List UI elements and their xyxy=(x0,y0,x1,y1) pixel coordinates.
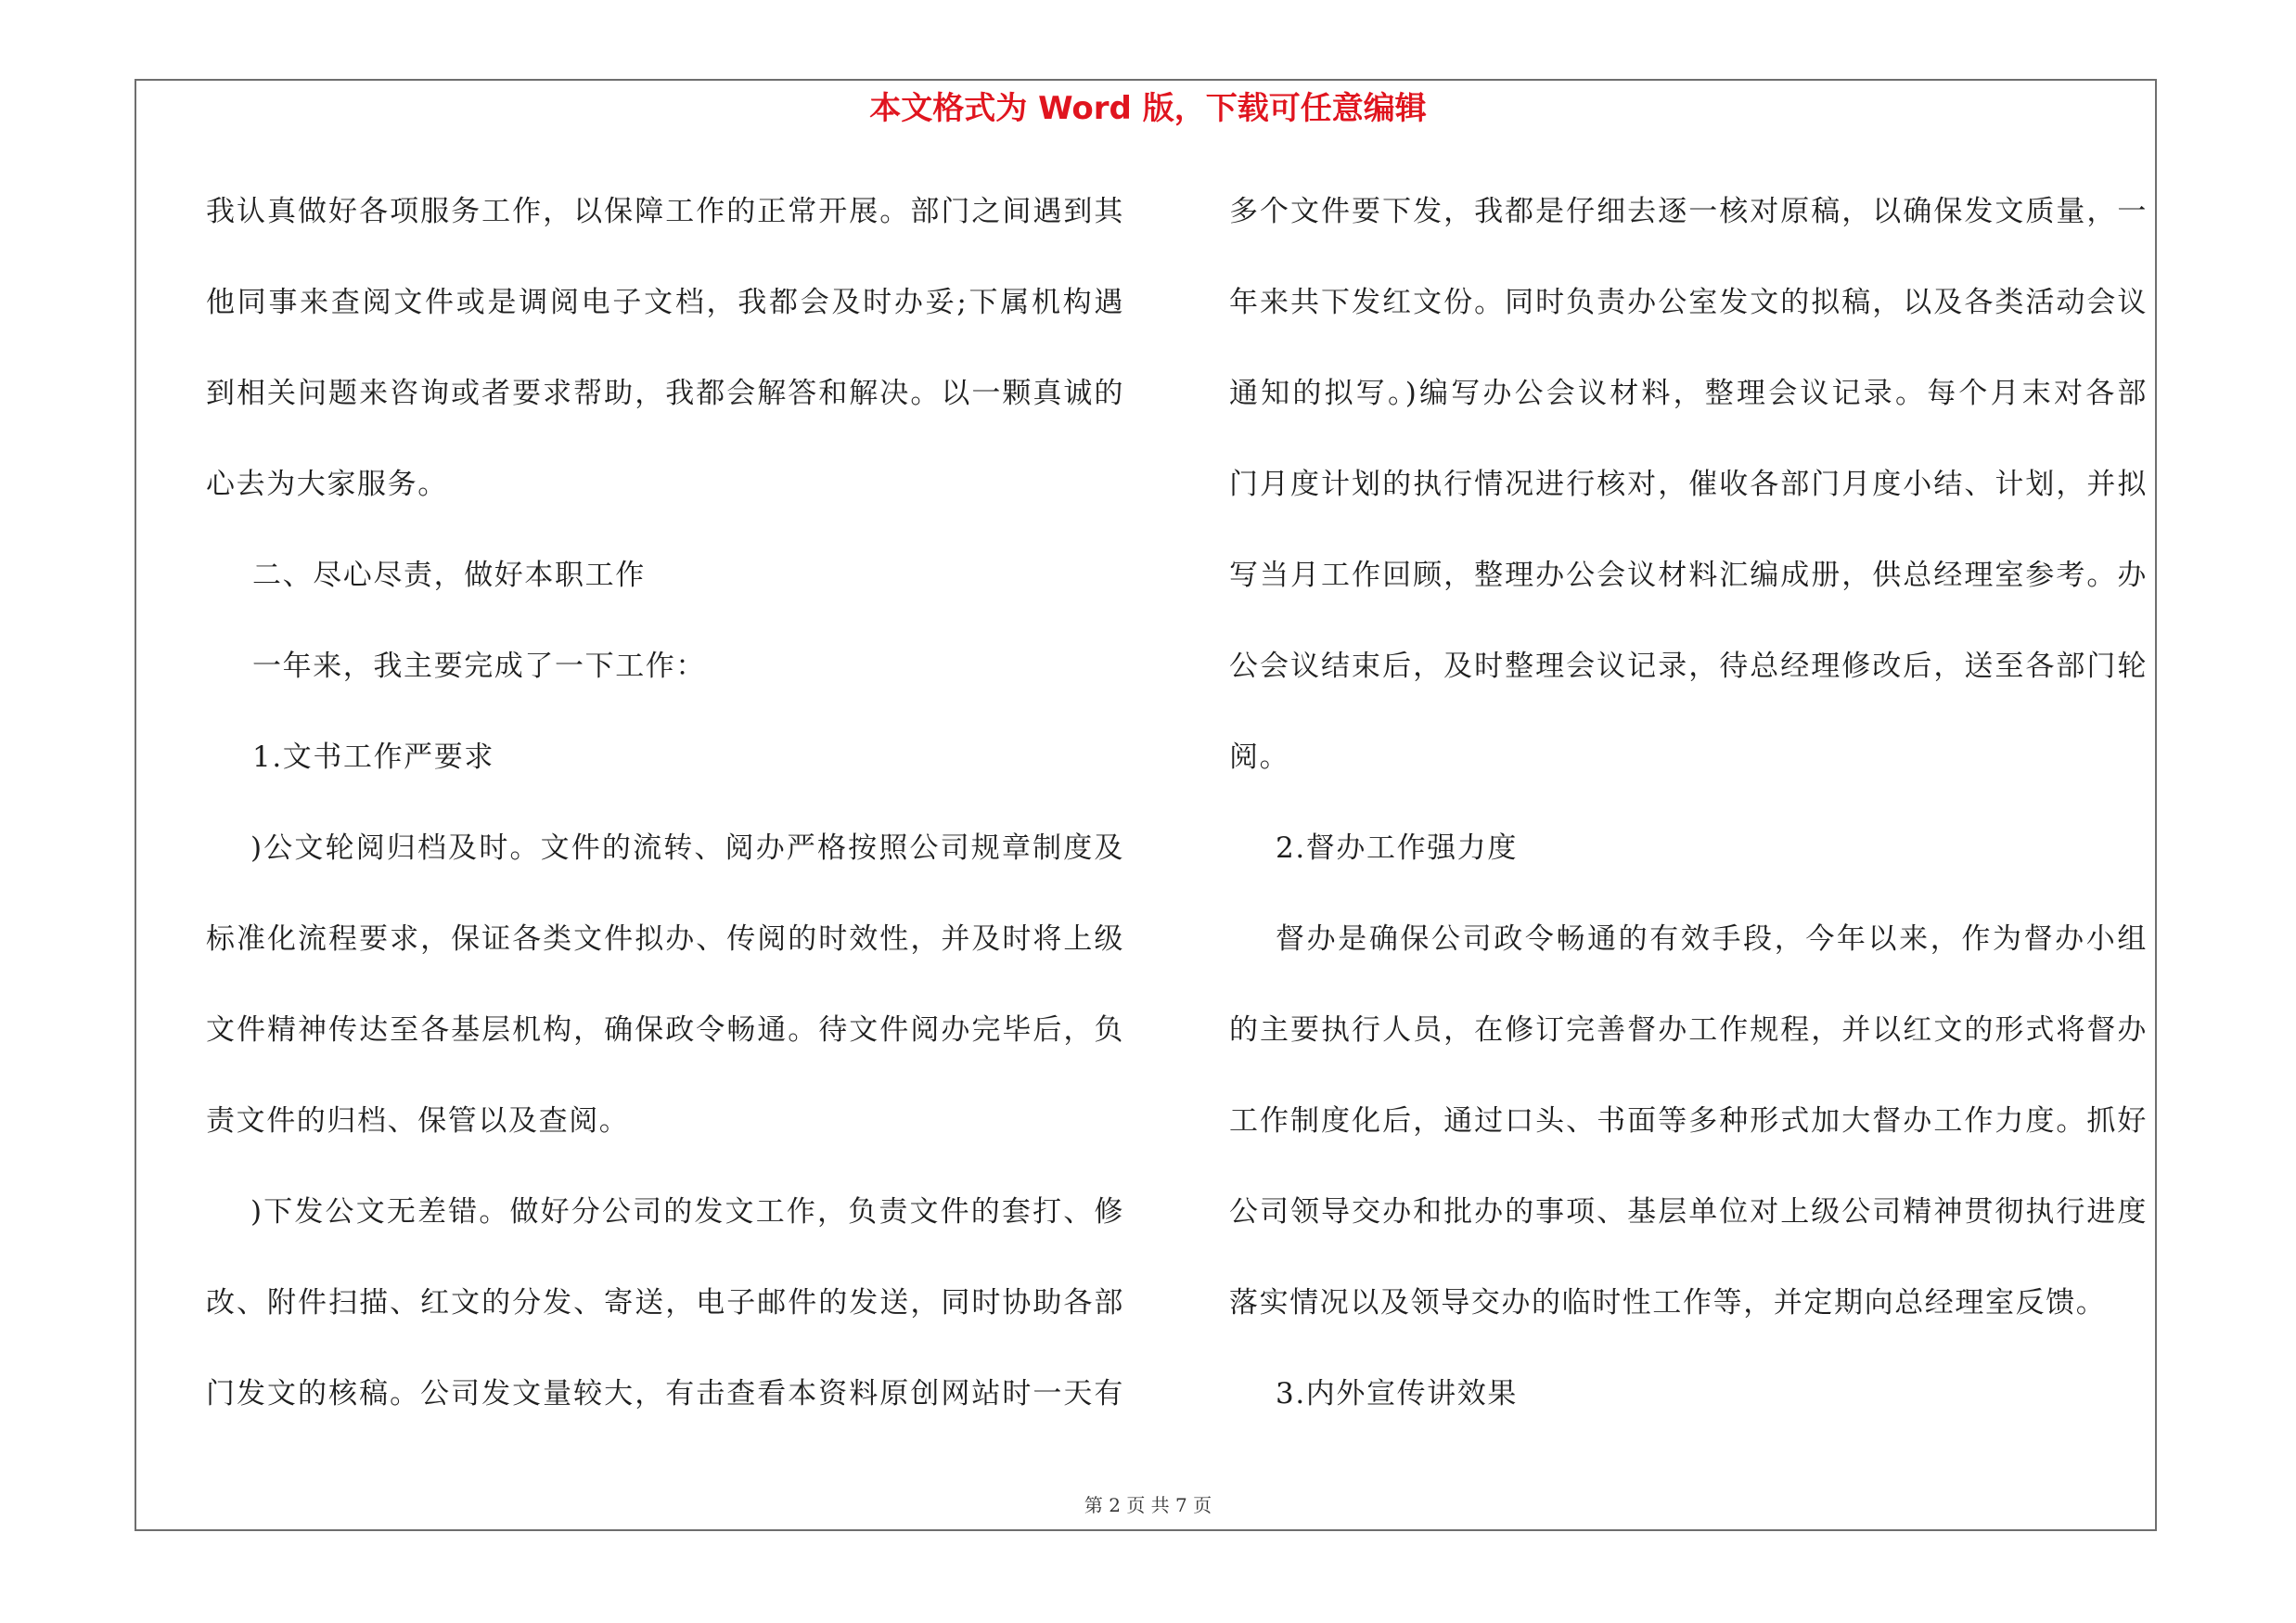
paragraph-line: 我认真做好各项服务工作，以保障工作的正常开展。部门之间遇到其 xyxy=(206,195,1124,228)
paragraph-line: 文件精神传达至各基层机构，确保政令畅通。待文件阅办完毕后，负 xyxy=(206,1013,1124,1047)
paragraph-line: 责文件的归档、保管以及查阅。 xyxy=(206,1104,630,1138)
paragraph-line: 工作制度化后，通过口头、书面等多种形式加大督办工作力度。抓好 xyxy=(1229,1104,2148,1138)
paragraph-line: 多个文件要下发，我都是仔细去逐一核对原稿，以确保发文质量，一 xyxy=(1229,195,2148,228)
paragraph-line: 标准化流程要求，保证各类文件拟办、传阅的时效性，并及时将上级 xyxy=(206,922,1124,956)
paragraph-line: 他同事来查阅文件或是调阅电子文档，我都会及时办妥;下属机构遇 xyxy=(206,286,1124,319)
subsection-heading: 1.文书工作严要求 xyxy=(252,741,494,774)
paragraph-line: )下发公文无差错。做好分公司的发文工作，负责文件的套打、修 xyxy=(250,1195,1124,1229)
left-column xyxy=(206,184,1124,1457)
subsection-heading: 2.督办工作强力度 xyxy=(1276,831,1518,865)
paragraph-line: 通知的拟写。)编写办公会议材料，整理会议记录。每个月末对各部 xyxy=(1229,377,2148,410)
header-banner: 本文格式为 Word 版，下载可任意编辑 xyxy=(869,90,1427,127)
paragraph-line: 督办是确保公司政令畅通的有效手段，今年以来，作为督办小组 xyxy=(1276,922,2148,956)
paragraph-line: 改、附件扫描、红文的分发、寄送，电子邮件的发送，同时协助各部 xyxy=(206,1286,1124,1320)
paragraph-line: 门月度计划的执行情况进行核对，催收各部门月度小结、计划，并拟 xyxy=(1229,468,2148,501)
right-column xyxy=(1229,184,2148,1457)
paragraph-line: 公会议结束后，及时整理会议记录，待总经理修改后，送至各部门轮 xyxy=(1229,650,2148,683)
paragraph-line: 年来共下发红文份。同时负责办公室发文的拟稿，以及各类活动会议 xyxy=(1229,286,2148,319)
subsection-heading: 3.内外宣传讲效果 xyxy=(1276,1377,1518,1410)
paragraph-line: 落实情况以及领导交办的临时性工作等，并定期向总经理室反馈。 xyxy=(1229,1286,2107,1320)
paragraph-line: 到相关问题来咨询或者要求帮助，我都会解答和解决。以一颗真诚的 xyxy=(206,377,1124,410)
paragraph-line: 门发文的核稿。公司发文量较大，有击查看本资料原创网站时一天有 xyxy=(206,1377,1124,1410)
paragraph-line: 公司领导交办和批办的事项、基层单位对上级公司精神贯彻执行进度 xyxy=(1229,1195,2148,1229)
paragraph-line: 阅。 xyxy=(1229,741,1290,774)
paragraph-line: )公文轮阅归档及时。文件的流转、阅办严格按照公司规章制度及 xyxy=(250,831,1124,865)
page-number: 第 2 页 共 7 页 xyxy=(1084,1494,1212,1516)
paragraph-line: 写当月工作回顾，整理办公会议材料汇编成册，供总经理室参考。办 xyxy=(1229,559,2148,592)
paragraph-line: 心去为大家服务。 xyxy=(206,468,448,501)
section-heading: 二、尽心尽责，做好本职工作 xyxy=(252,559,646,592)
paragraph-line: 的主要执行人员，在修订完善督办工作规程，并以红文的形式将督办 xyxy=(1229,1013,2148,1047)
paragraph-line: 一年来，我主要完成了一下工作： xyxy=(252,650,706,683)
